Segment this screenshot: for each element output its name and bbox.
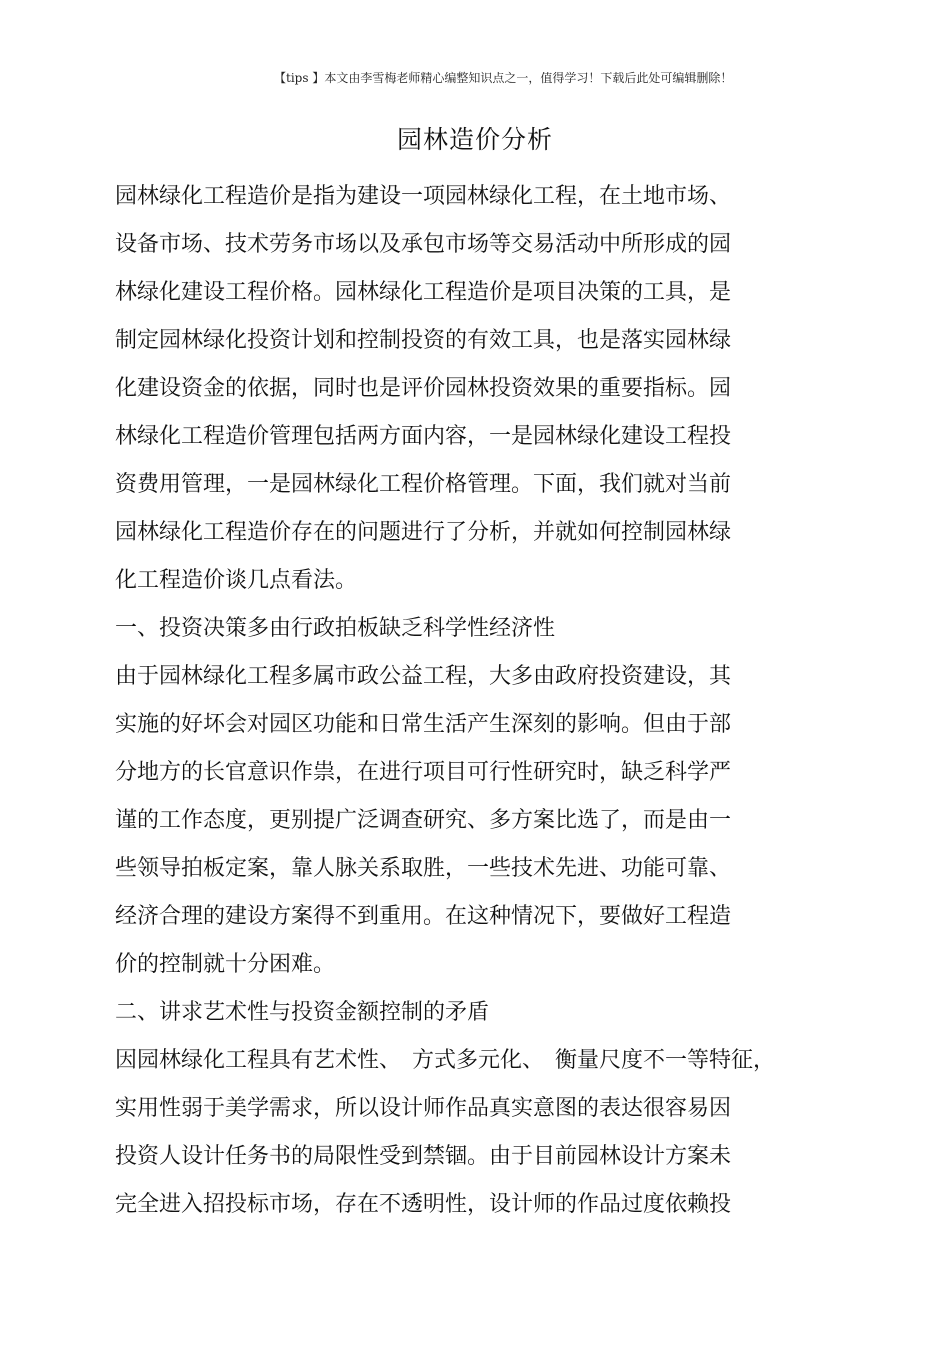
paragraph-line: 价的控制就十分困难。 [115, 952, 336, 977]
section-heading-2: 二、讲求艺术性与投资金额控制的矛盾 [115, 1000, 490, 1025]
section-heading-1: 一、投资决策多由行政拍板缺乏科学性经济性 [115, 616, 556, 641]
paragraph-line: 制定园林绿化投资计划和控制投资的有效工具，也是落实园林绿 [115, 328, 732, 353]
paragraph-line: 些领导拍板定案，靠人脉关系取胜，一些技术先进、功能可靠、 [115, 856, 732, 881]
paragraph-line: 经济合理的建设方案得不到重用。在这种情况下，要做好工程造 [115, 904, 732, 929]
paragraph-line: 实用性弱于美学需求，所以设计师作品真实意图的表达很容易因 [115, 1096, 732, 1121]
paragraph-line: 由于园林绿化工程多属市政公益工程，大多由政府投资建设，其 [115, 664, 732, 689]
paragraph-line: 谨的工作态度，更别提广泛调查研究、多方案比选了，而是由一 [115, 808, 732, 833]
paragraph-line: 完全进入招投标市场，存在不透明性，设计师的作品过度依赖投 [115, 1192, 732, 1217]
paragraph-line: 实施的好坏会对园区功能和日常生活产生深刻的影响。但由于部 [115, 712, 732, 737]
paragraph-line: 林绿化建设工程价格。园林绿化工程造价是项目决策的工具，是 [115, 280, 732, 305]
paragraph-line: 园林绿化工程造价存在的问题进行了分析，并就如何控制园林绿 [115, 520, 732, 545]
paragraph-line: 园林绿化工程造价是指为建设一项园林绿化工程，在土地市场、 [115, 184, 732, 209]
paragraph-line: 分地方的长官意识作祟，在进行项目可行性研究时，缺乏科学严 [115, 760, 732, 785]
paragraph-line: 化工程造价谈几点看法。 [115, 568, 358, 593]
paragraph-line: 资费用管理，一是园林绿化工程价格管理。下面，我们就对当前 [115, 472, 732, 497]
page-title: 园林造价分析 [396, 125, 553, 154]
paragraph-line: 林绿化工程造价管理包括两方面内容，一是园林绿化建设工程投 [115, 424, 732, 449]
document-body [115, 173, 815, 1229]
paragraph-line: 设备市场、技术劳务市场以及承包市场等交易活动中所形成的园 [115, 232, 732, 257]
paragraph-line: 化建设资金的依据，同时也是评价园林投资效果的重要指标。园 [115, 376, 732, 401]
paragraph-line: 投资人设计任务书的局限性受到禁锢。由于目前园林设计方案未 [115, 1144, 732, 1169]
paragraph-line: 因园林绿化工程具有艺术性、 方式多元化、 衡量尺度不一等特征， [115, 1048, 776, 1073]
header-tips: 【tips 】本文由李雪梅老师精心编整知识点之一，值得学习！下载后此处可编辑删除！ [274, 71, 733, 85]
